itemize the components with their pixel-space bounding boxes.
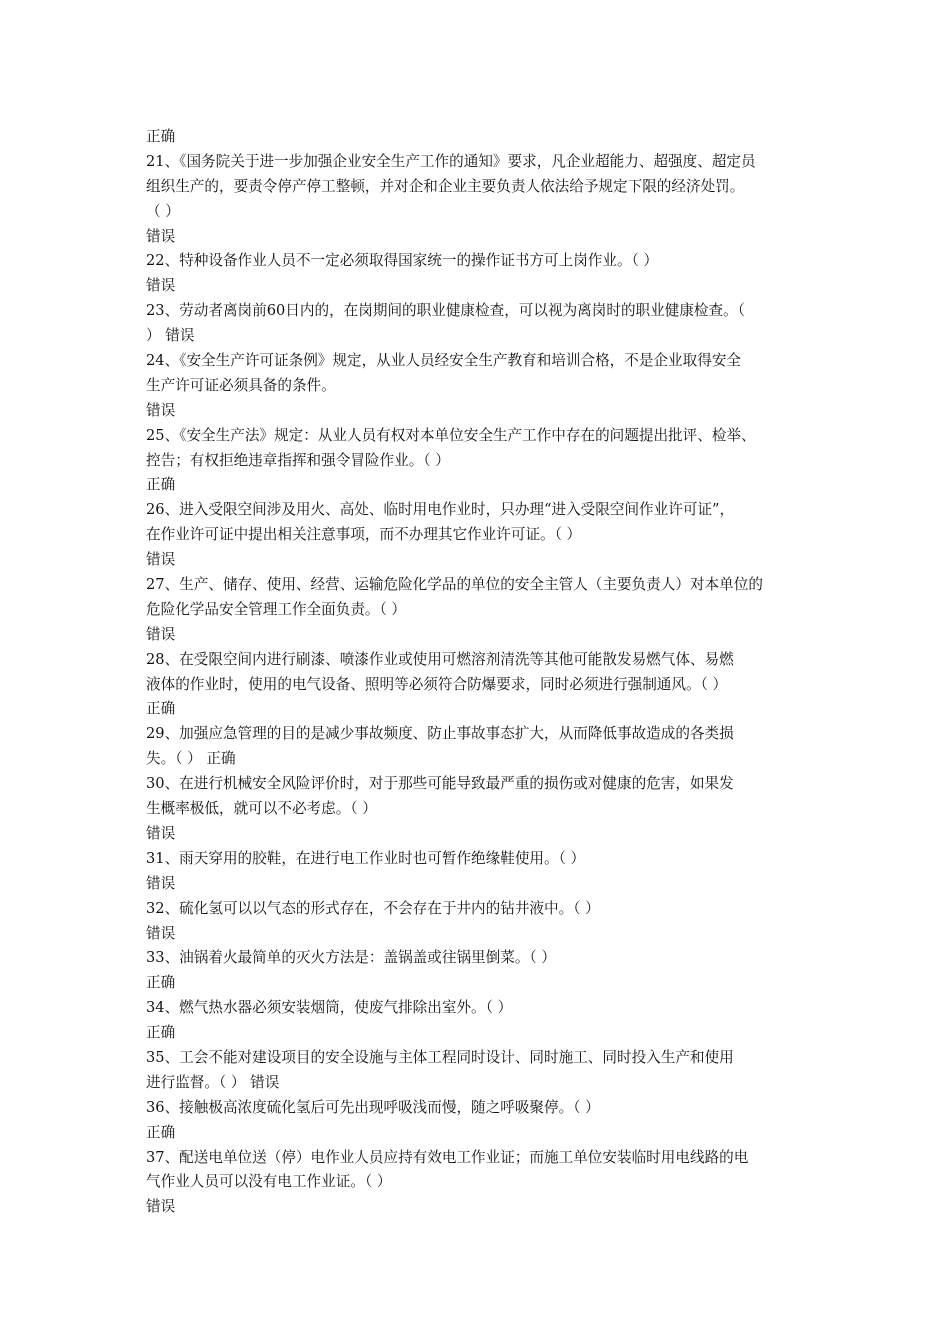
answer-line: 错误 <box>146 824 176 842</box>
answer-line: 错误 <box>146 625 176 643</box>
question-line: 液体的作业时，使用的电气设备、照明等必须符合防爆要求，同时必须进行强制通风。（ ） <box>146 675 728 693</box>
answer-line: 错误 <box>146 924 176 942</box>
question-line: 气作业人员可以没有电工作业证。（ ） <box>146 1173 392 1191</box>
answer-line: 正确 <box>146 1123 176 1141</box>
question-line: 37、配送电单位送（停）电作业人员应持有效电工作业证；而施工单位安装临时用电线路的电 <box>146 1148 749 1166</box>
question-line: 生概率极低，就可以不必考虑。（ ） <box>146 800 377 818</box>
question-line: 生产许可证必须具备的条件。 <box>146 376 336 394</box>
question-line: 组织生产的，要责令停产停工整顿，并对企和企业主要负责人依法给予规定下限的经济处罚。 <box>146 177 745 195</box>
answer-line: 错误 <box>146 551 176 569</box>
answer-line: 正确 <box>146 1024 176 1042</box>
question-line: 21、《国务院关于进一步加强企业安全生产工作的通知》要求，凡企业超能力、超强度、超定员 <box>146 152 756 170</box>
question-line: 24、《安全生产许可证条例》规定，从业人员经安全生产教育和培训合格，不是企业取得安全 <box>146 352 742 370</box>
question-line: 33、油锅着火最简单的灭火方法是：盖锅盖或往锅里倒菜。（ ） <box>146 949 556 967</box>
question-line: 危险化学品安全管理工作全面负责。（ ） <box>146 600 407 618</box>
question-line: 27、生产、储存、使用、经营、运输危险化学品的单位的安全主管人（主要负责人）对本单位的 <box>146 576 763 594</box>
question-line: 22、特种设备作业人员不一定必须取得国家统一的操作证书方可上岗作业。（ ） <box>146 252 659 270</box>
question-line: 30、在进行机械安全风险评价时，对于那些可能导致最严重的损伤或对健康的危害，如果发 <box>146 775 734 793</box>
question-line: 28、在受限空间内进行刷漆、喷漆作业或使用可燃溶剂清洗等其他可能散发易燃气体、易燃 <box>146 650 734 668</box>
document-body <box>146 125 826 1220</box>
answer-line: 正确 <box>146 974 176 992</box>
question-line: 32、硫化氢可以以气态的形式存在，不会存在于井内的钻井液中。（ ） <box>146 899 600 917</box>
question-line: 23、劳动者离岗前60日内的，在岗期间的职业健康检查，可以视为离岗时的职业健康检查。（ <box>146 302 745 320</box>
question-line: 36、接触极高浓度硫化氢后可先出现呼吸浅而慢，随之呼吸聚停。（ ） <box>146 1098 600 1116</box>
question-line: 失。（ ） 正确 <box>146 750 236 768</box>
question-line: 进行监督。（ ） 错误 <box>146 1073 280 1091</box>
answer-line: 正确 <box>146 128 176 145</box>
question-line: 25、《安全生产法》规定：从业人员有权对本单位安全生产工作中存在的问题提出批评、检举、 <box>146 426 756 444</box>
answer-line: 错误 <box>146 401 176 419</box>
question-line: 35、工会不能对建设项目的安全设施与主体工程同时设计、同时施工、同时投入生产和使用 <box>146 1048 734 1066</box>
question-line: （ ） <box>146 202 180 220</box>
question-line: 31、雨天穿用的胶鞋，在进行电工作业时也可暂作绝缘鞋使用。（ ） <box>146 849 586 867</box>
answer-line: 错误 <box>146 277 176 295</box>
answer-line: 错误 <box>146 874 176 892</box>
question-line: 26、进入受限空间涉及用火、高处、临时用电作业时，只办理“进入受限空间作业许可证”， <box>146 501 735 519</box>
question-line: 29、加强应急管理的目的是减少事故频度、防止事故事态扩大，从而降低事故造成的各类损 <box>146 725 734 743</box>
answer-line: 正确 <box>146 700 176 718</box>
answer-line: 正确 <box>146 476 176 494</box>
question-line: ） 错误 <box>146 327 195 345</box>
question-line: 在作业许可证中提出相关注意事项，而不办理其它作业许可证。（ ） <box>146 526 582 544</box>
answer-line: 错误 <box>146 227 176 245</box>
question-line: 控告；有权拒绝违章指挥和强令冒险作业。（ ） <box>146 451 450 469</box>
question-line: 34、燃气热水器必须安装烟筒，使废气排除出室外。（ ） <box>146 999 513 1017</box>
answer-line: 错误 <box>146 1198 176 1216</box>
